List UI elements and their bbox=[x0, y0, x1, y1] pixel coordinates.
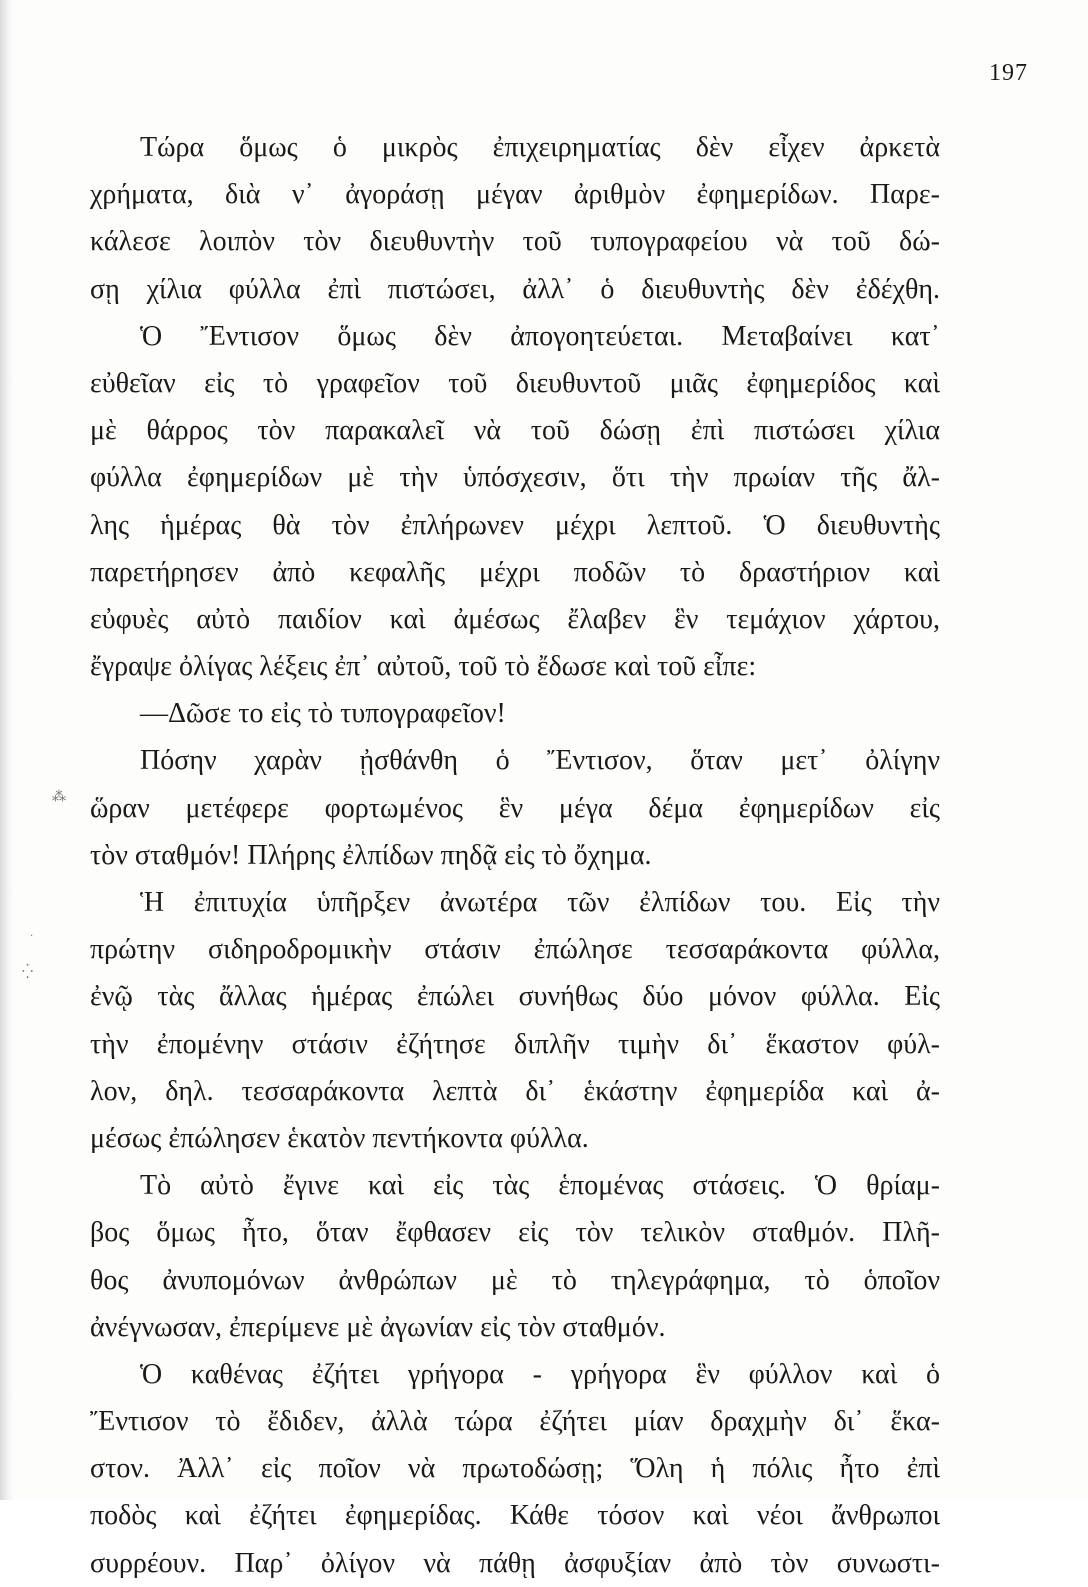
text-line: ποδὸς καὶ ἐζήτει ἐφημερίδας. Κάθε τόσον καὶ νέοι ἄνθρωποι bbox=[90, 1500, 940, 1532]
body-text bbox=[90, 124, 940, 1587]
text-line: συρρέουν. Παρ᾿ ὀλίγον νὰ πάθῃ ἀσφυξίαν ἀπὸ τὸν συνωστι- bbox=[90, 1547, 940, 1579]
text-line: σῃ χίλια φύλλα ἐπὶ πιστώσει, ἀλλ᾿ ὁ διευθυντὴς δὲν ἐδέχθη. bbox=[90, 273, 940, 305]
text-line: μὲ θάρρος τὸν παρακαλεῖ νὰ τοῦ δώσῃ ἐπὶ πιστώσει χίλια bbox=[90, 415, 940, 447]
scan-speck: · bbox=[30, 931, 34, 942]
text-line: Ἔντισον τὸ ἔδιδεν, ἀλλὰ τώρα ἐζήτει μίαν δραχμὴν δι᾿ ἕκα- bbox=[90, 1406, 940, 1438]
text-line: πρώτην σιδηροδρομικὴν στάσιν ἐπώλησε τεσσαράκοντα φύλλα, bbox=[90, 934, 940, 966]
text-line: Ἡ ἐπιτυχία ὑπῆρξεν ἀνωτέρα τῶν ἐλπίδων του. Εἰς τὴν bbox=[140, 887, 940, 918]
text-line: εὐθεῖαν εἰς τὸ γραφεῖον τοῦ διευθυντοῦ μιᾶς ἐφημερίδος καὶ bbox=[90, 367, 940, 399]
text-line: ἐνῷ τὰς ἄλλας ἡμέρας ἐπώλει συνήθως δύο μόνον φύλλα. Εἰς bbox=[90, 981, 940, 1013]
text-line: μέσως ἐπώλησεν ἑκατὸν πεντήκοντα φύλλα. bbox=[90, 1122, 589, 1154]
page-number: 197 bbox=[989, 60, 1028, 86]
text-line: βος ὅμως ἦτο, ὅταν ἔφθασεν εἰς τὸν τελικὸν σταθμόν. Πλῆ- bbox=[90, 1217, 940, 1249]
text-line: λον, δηλ. τεσσαράκοντα λεπτὰ δι᾿ ἑκάστην ἐφημερίδα καὶ ἀ- bbox=[90, 1075, 940, 1107]
scan-speck: ⁂ bbox=[52, 789, 66, 805]
text-line: ἀνέγνωσαν, ἐπερίμενε μὲ ἀγωνίαν εἰς τὸν σταθμόν. bbox=[90, 1311, 666, 1343]
text-line: στον. Ἀλλ᾿ εἰς ποῖον νὰ πρωτοδώσῃ; Ὅλη ἡ πόλις ἦτο ἐπὶ bbox=[90, 1453, 940, 1485]
text-line: Τὸ αὐτὸ ἔγινε καὶ εἰς τὰς ἑπομένας στάσεις. Ὁ θρίαμ- bbox=[140, 1170, 940, 1202]
text-line: Τώρα ὅμως ὁ μικρὸς ἐπιχειρηματίας δὲν εἶχεν ἀρκετὰ bbox=[140, 132, 940, 163]
text-line: Ὁ καθένας ἐζήτει γρήγορα - γρήγορα ἓν φύλλον καὶ ὁ bbox=[140, 1358, 940, 1390]
text-line: Πόσην χαρὰν ᾐσθάνθη ὁ Ἔντισον, ὅταν μετ᾿ ὀλίγην bbox=[140, 745, 940, 777]
text-line: παρετήρησεν ἀπὸ κεφαλῆς μέχρι ποδῶν τὸ δραστήριον καὶ bbox=[90, 556, 940, 588]
binding-edge bbox=[0, 0, 14, 1500]
text-line: εὐφυὲς αὐτὸ παιδίον καὶ ἀμέσως ἔλαβεν ἓν τεμάχιον χάρτου, bbox=[90, 603, 940, 635]
text-line: Ὁ Ἔντισον ὅμως δὲν ἀπογοητεύεται. Μεταβαίνει κατ᾿ bbox=[140, 320, 940, 352]
text-line: λης ἡμέρας θὰ τὸν ἐπλήρωνεν μέχρι λεπτοῦ. Ὁ διευθυντὴς bbox=[90, 509, 940, 541]
text-line: τὸν σταθμόν! Πλήρης ἐλπίδων πηδᾷ εἰς τὸ ὄχημα. bbox=[90, 839, 652, 871]
text-line: —Δῶσε το εἰς τὸ τυπογραφεῖον! bbox=[140, 698, 506, 730]
text-line: φύλλα ἐφημερίδων μὲ τὴν ὑπόσχεσιν, ὅτι τὴν πρωίαν τῆς ἄλ- bbox=[90, 462, 940, 494]
scan-speck: ⁛ bbox=[22, 964, 34, 980]
text-line: ὥραν μετέφερε φορτωμένος ἓν μέγα δέμα ἐφημερίδων εἰς bbox=[90, 792, 940, 824]
text-line: τὴν ἐπομένην στάσιν ἐζήτησε διπλῆν τιμὴν δι᾿ ἕκαστον φύλ- bbox=[90, 1028, 940, 1060]
text-line: κάλεσε λοιπὸν τὸν διευθυντὴν τοῦ τυπογραφείου νὰ τοῦ δώ- bbox=[90, 226, 940, 258]
text-line: θος ἀνυπομόνων ἀνθρώπων μὲ τὸ τηλεγράφημα, τὸ ὁποῖον bbox=[90, 1264, 940, 1296]
text-line: χρήματα, διὰ ν᾿ ἀγοράσῃ μέγαν ἀριθμὸν ἐφημερίδων. Παρε- bbox=[90, 179, 940, 211]
text-line: ἔγραψε ὀλίγας λέξεις ἐπ᾿ αὐτοῦ, τοῦ τὸ ἔδωσε καὶ τοῦ εἶπε: bbox=[90, 651, 757, 683]
